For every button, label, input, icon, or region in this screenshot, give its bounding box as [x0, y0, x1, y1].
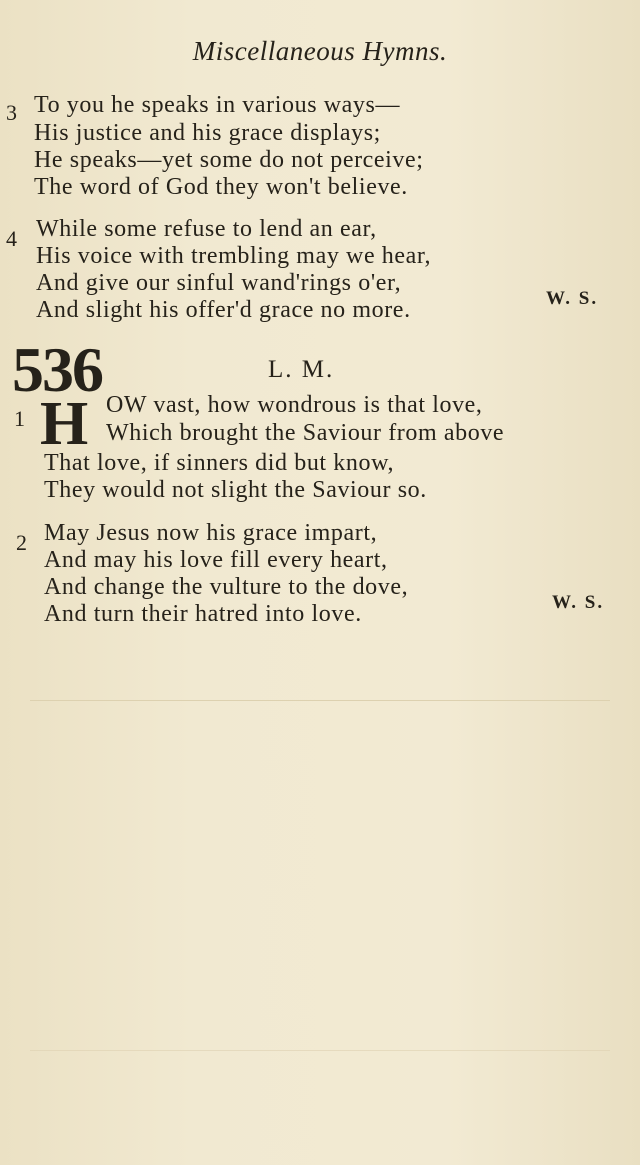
verse-line: His voice with trembling may we hear,: [36, 243, 432, 269]
verse-line: To you he speaks in various ways—: [34, 92, 401, 118]
verse-line: The word of God they won't believe.: [34, 174, 408, 200]
verse-number: 3: [6, 100, 17, 125]
verse-line: His justice and his grace displays;: [34, 120, 381, 146]
verse-line: And change the vulture to the dove,: [44, 574, 409, 600]
verse-line: And turn their hatred into love.: [44, 601, 362, 627]
verse-line: And may his love fill every heart,: [44, 547, 388, 573]
author-initials: W. S.: [546, 288, 599, 309]
drop-cap: H: [40, 390, 89, 458]
hymn-number: 536: [12, 334, 102, 405]
author-initials: W. S.: [552, 592, 605, 613]
verse-number: 2: [16, 530, 27, 555]
verse-line: He speaks—yet some do not perceive;: [34, 147, 424, 173]
verse-line: OW vast, how wondrous is that love,: [106, 392, 483, 418]
verse-line: May Jesus now his grace impart,: [44, 520, 378, 546]
verse-line: And give our sinful wand'rings o'er,: [36, 270, 402, 296]
verse-line: Which brought the Saviour from above: [106, 420, 505, 446]
verse-line: While some refuse to lend an ear,: [36, 216, 377, 242]
hymn-meter: L. M.: [268, 356, 335, 383]
running-header: Miscellaneous Hymns.: [192, 36, 448, 66]
verse-number: 1: [14, 406, 25, 431]
bleed-through-rule: [30, 700, 610, 701]
bleed-through-rule: [30, 1050, 610, 1051]
verse-line: That love, if sinners did but know,: [44, 450, 395, 476]
verse-number: 4: [6, 226, 17, 251]
verse-line: And slight his offer'd grace no more.: [36, 297, 411, 323]
verse-line: They would not slight the Saviour so.: [44, 477, 427, 503]
